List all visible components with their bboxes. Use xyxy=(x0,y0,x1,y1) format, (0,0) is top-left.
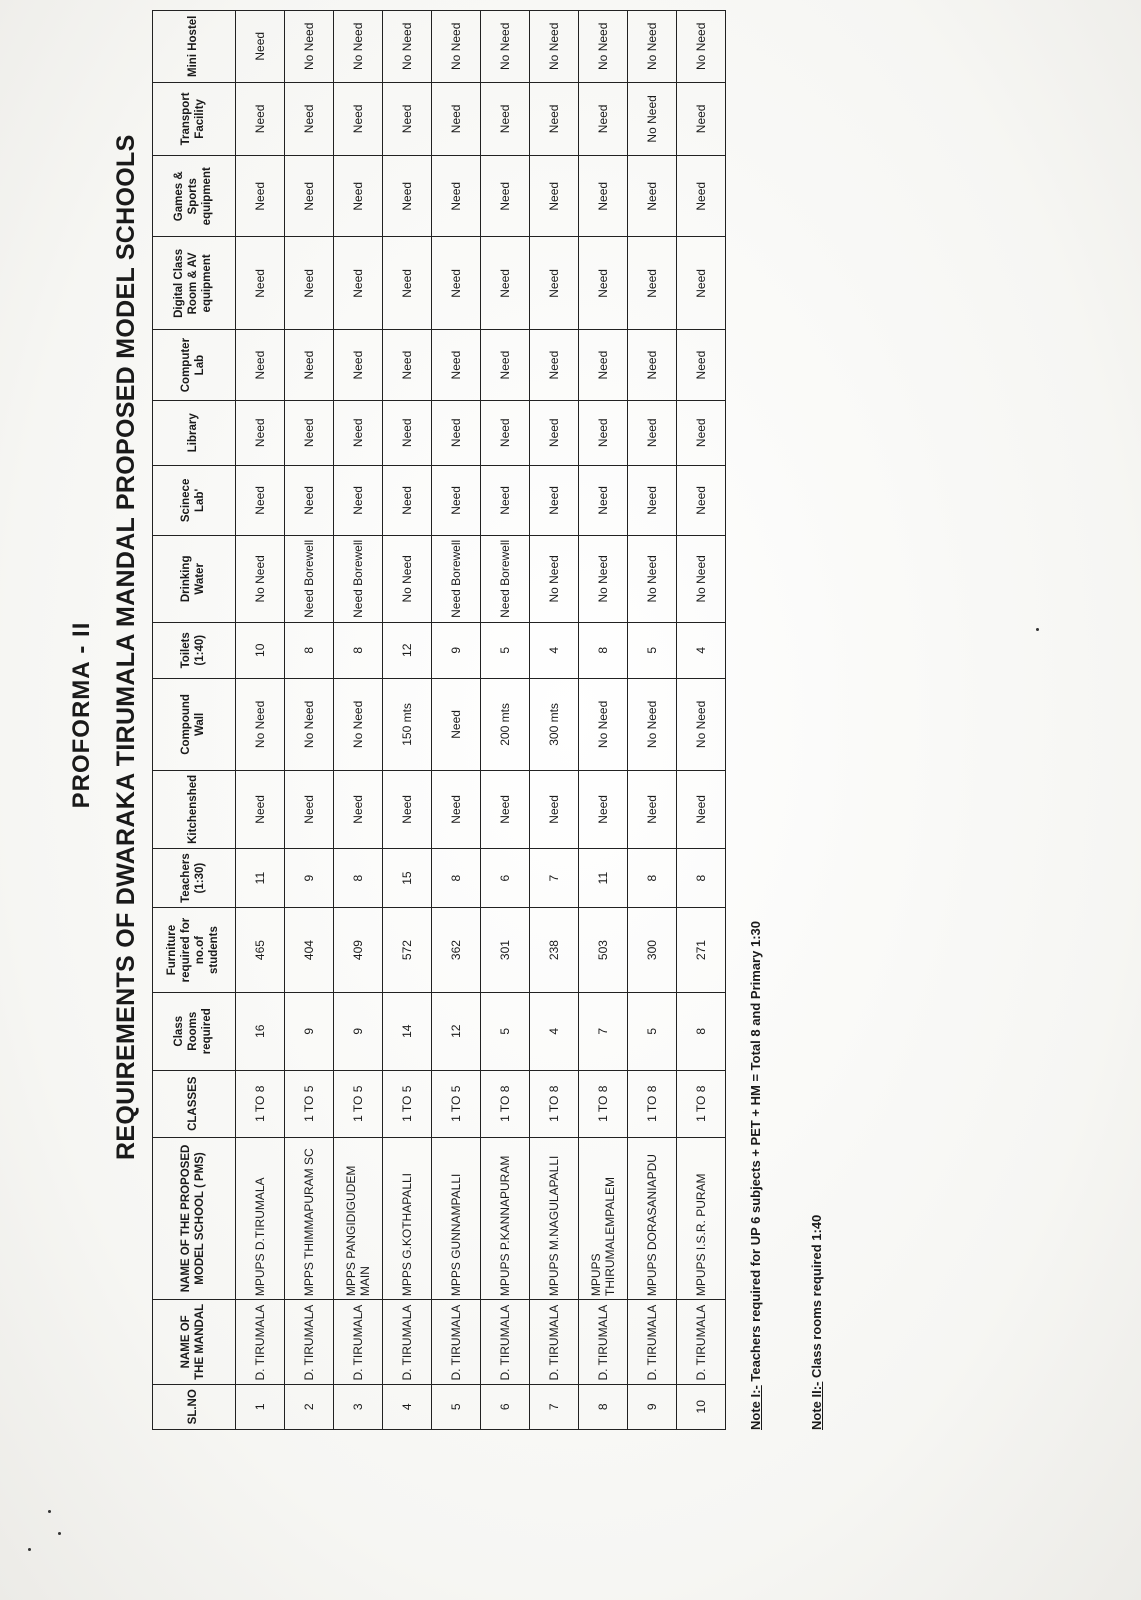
table-cell: Need xyxy=(628,237,677,330)
table-cell: 5 xyxy=(481,622,530,678)
table-cell: 9 xyxy=(334,992,383,1070)
table-cell: No Need xyxy=(383,536,432,623)
table-cell: D. TIRUMALA xyxy=(383,1300,432,1384)
table-cell: 572 xyxy=(383,908,432,992)
col-header: SL.NO xyxy=(153,1384,236,1429)
table-cell: 503 xyxy=(579,908,628,992)
table-cell: 5 xyxy=(432,1384,481,1429)
table-cell: Need xyxy=(530,465,579,535)
col-header: Toilets (1:40) xyxy=(153,622,236,678)
table-cell: Need xyxy=(285,237,334,330)
table-cell: Need xyxy=(383,400,432,465)
scan-speck xyxy=(1036,628,1039,631)
table-cell: 2 xyxy=(285,1384,334,1429)
table-cell: D. TIRUMALA xyxy=(628,1300,677,1384)
table-cell: Need xyxy=(432,465,481,535)
scan-speck xyxy=(58,1532,61,1535)
table-cell: 1 TO 8 xyxy=(530,1070,579,1137)
table-cell: Need Borewell xyxy=(334,536,383,623)
table-header-row xyxy=(153,11,236,1430)
col-header: Mini Hostel xyxy=(153,11,236,83)
table-body xyxy=(236,11,726,1430)
col-header: Kitchenshed xyxy=(153,770,236,848)
table-cell: Need xyxy=(285,330,334,400)
table-cell: MPPS G.KOTHAPALLI xyxy=(383,1137,432,1299)
table-cell: No Need xyxy=(628,11,677,83)
table-cell: 6 xyxy=(481,1384,530,1429)
table-cell: Need xyxy=(383,156,432,237)
table-cell: Need xyxy=(285,400,334,465)
table-cell: No Need xyxy=(432,11,481,83)
table-cell: Need xyxy=(481,770,530,848)
table-cell: Need xyxy=(579,156,628,237)
table-cell: Need xyxy=(383,330,432,400)
table-cell: Need xyxy=(677,82,726,156)
table-cell: MPUPS DORASANIAPDU xyxy=(628,1137,677,1299)
col-header: Scinece Lab' xyxy=(153,465,236,535)
table-cell: Need xyxy=(481,400,530,465)
table-cell: 8 xyxy=(579,1384,628,1429)
notes-section xyxy=(748,530,870,1430)
table-cell: MPUPS I.S.R. PURAM xyxy=(677,1137,726,1299)
table-cell: No Need xyxy=(383,11,432,83)
table-cell: Need xyxy=(530,330,579,400)
table-cell: D. TIRUMALA xyxy=(481,1300,530,1384)
table-cell: Need Borewell xyxy=(481,536,530,623)
table-cell: Need Borewell xyxy=(285,536,334,623)
table-cell: Need xyxy=(432,678,481,770)
table-cell: 8 xyxy=(677,848,726,908)
col-header: Furniture required for no.of students xyxy=(153,908,236,992)
table-cell: Need xyxy=(530,237,579,330)
table-cell: Need xyxy=(383,465,432,535)
table-cell: 10 xyxy=(677,1384,726,1429)
table-cell: D. TIRUMALA xyxy=(236,1300,285,1384)
table-cell: Need xyxy=(334,156,383,237)
table-cell: 1 TO 5 xyxy=(383,1070,432,1137)
table-cell: 5 xyxy=(628,622,677,678)
table-cell: Need xyxy=(285,156,334,237)
table-cell: 1 TO 8 xyxy=(481,1070,530,1137)
table-cell: Need xyxy=(236,82,285,156)
table-cell: 14 xyxy=(383,992,432,1070)
table-row xyxy=(236,11,285,1430)
table-cell: 9 xyxy=(285,848,334,908)
table-cell: Need Borewell xyxy=(432,536,481,623)
col-header: Computer Lab xyxy=(153,330,236,400)
table-cell: No Need xyxy=(285,678,334,770)
table-cell: 300 mts xyxy=(530,678,579,770)
table-cell: No Need xyxy=(579,536,628,623)
table-cell: Need xyxy=(530,156,579,237)
table-cell: No Need xyxy=(481,11,530,83)
table-cell: 9 xyxy=(285,992,334,1070)
table-cell: 150 mts xyxy=(383,678,432,770)
table-cell: Need xyxy=(579,330,628,400)
table-cell: 1 TO 8 xyxy=(628,1070,677,1137)
table-cell: Need xyxy=(432,330,481,400)
table-cell: Need xyxy=(334,82,383,156)
table-cell: 8 xyxy=(628,848,677,908)
table-cell: Need xyxy=(432,156,481,237)
table-cell: 1 TO 5 xyxy=(334,1070,383,1137)
table-cell: D. TIRUMALA xyxy=(334,1300,383,1384)
table-cell: No Need xyxy=(677,11,726,83)
table-cell: 12 xyxy=(383,622,432,678)
table-cell: 362 xyxy=(432,908,481,992)
table-cell: MPPS PANGIDIGUDEM MAIN xyxy=(334,1137,383,1299)
table-cell: No Need xyxy=(334,678,383,770)
table-cell: Need xyxy=(236,770,285,848)
table-cell: 409 xyxy=(334,908,383,992)
table-row xyxy=(481,11,530,1430)
table-cell: Need xyxy=(677,330,726,400)
table-cell: 12 xyxy=(432,992,481,1070)
table-cell: Need xyxy=(481,330,530,400)
table-cell: Need xyxy=(285,465,334,535)
table-row xyxy=(628,11,677,1430)
proforma-title: PROFORMA - II xyxy=(68,621,95,809)
col-header: Class Rooms required xyxy=(153,992,236,1070)
table-cell: 4 xyxy=(530,992,579,1070)
table-cell: Need xyxy=(236,400,285,465)
table-cell: 7 xyxy=(530,1384,579,1429)
table-cell: No Need xyxy=(579,678,628,770)
table-cell: Need xyxy=(236,237,285,330)
table-cell: 8 xyxy=(677,992,726,1070)
table-cell: 5 xyxy=(481,992,530,1070)
table-cell: MPPS THIMMAPURAM SC xyxy=(285,1137,334,1299)
col-header: Compound Wall xyxy=(153,678,236,770)
table-cell: 9 xyxy=(432,622,481,678)
col-header: Games & Sports equipment xyxy=(153,156,236,237)
table-cell: 4 xyxy=(677,622,726,678)
table-cell: 8 xyxy=(579,622,628,678)
table-cell: MPUPS P.KANNAPURAM xyxy=(481,1137,530,1299)
table-cell: 1 TO 8 xyxy=(236,1070,285,1137)
document-heading: REQUIREMENTS OF DWARAKA TIRUMALA MANDAL PROPOSED MODEL SCHOOLS xyxy=(112,134,140,1160)
note-2 xyxy=(809,530,824,1430)
table-cell: 8 xyxy=(334,622,383,678)
table-cell: 10 xyxy=(236,622,285,678)
table-row xyxy=(579,11,628,1430)
table-cell: Need xyxy=(677,237,726,330)
table-cell: D. TIRUMALA xyxy=(677,1300,726,1384)
table-cell: No Need xyxy=(628,82,677,156)
table-cell: D. TIRUMALA xyxy=(285,1300,334,1384)
col-header: Drinking Water xyxy=(153,536,236,623)
table-cell: Need xyxy=(677,465,726,535)
table-cell: 16 xyxy=(236,992,285,1070)
table-row xyxy=(530,11,579,1430)
table-cell: Need xyxy=(383,237,432,330)
table-cell: No Need xyxy=(285,11,334,83)
table-cell: Need xyxy=(481,465,530,535)
table-cell: No Need xyxy=(579,11,628,83)
table-cell: Need xyxy=(481,156,530,237)
table-cell: Need xyxy=(334,770,383,848)
table-cell: Need xyxy=(432,770,481,848)
table-cell: No Need xyxy=(530,536,579,623)
table-row xyxy=(432,11,481,1430)
table-cell: 465 xyxy=(236,908,285,992)
table-cell: Need xyxy=(530,400,579,465)
table-row xyxy=(677,11,726,1430)
table-cell: D. TIRUMALA xyxy=(432,1300,481,1384)
note-1-label: Note I:- xyxy=(748,1385,763,1430)
table-cell: Need xyxy=(334,330,383,400)
table-cell: Need xyxy=(628,770,677,848)
table-cell: 300 xyxy=(628,908,677,992)
table-cell: No Need xyxy=(677,536,726,623)
table-cell: Need xyxy=(481,237,530,330)
table-cell: Need xyxy=(481,82,530,156)
col-header: Teachers (1:30) xyxy=(153,848,236,908)
table-cell: 1 TO 8 xyxy=(579,1070,628,1137)
table-cell: Need xyxy=(579,237,628,330)
col-header: NAME OF THE MANDAL xyxy=(153,1300,236,1384)
table-cell: D. TIRUMALA xyxy=(530,1300,579,1384)
table-row xyxy=(383,11,432,1430)
table-cell: MPUPS M.NAGULAPALLI xyxy=(530,1137,579,1299)
table-cell: 15 xyxy=(383,848,432,908)
table-cell: 271 xyxy=(677,908,726,992)
table-cell: 11 xyxy=(579,848,628,908)
table-cell: 5 xyxy=(628,992,677,1070)
table-cell: No Need xyxy=(677,678,726,770)
table-cell: 4 xyxy=(383,1384,432,1429)
table-cell: Need xyxy=(579,770,628,848)
table-cell: Need xyxy=(530,82,579,156)
table-cell: 1 TO 5 xyxy=(285,1070,334,1137)
table-cell: 9 xyxy=(628,1384,677,1429)
col-header: Library xyxy=(153,400,236,465)
col-header: CLASSES xyxy=(153,1070,236,1137)
table-cell: MPUPS THIRUMALEMPALEM xyxy=(579,1137,628,1299)
table-cell: Need xyxy=(432,82,481,156)
table-cell: No Need xyxy=(334,11,383,83)
table-cell: 1 xyxy=(236,1384,285,1429)
scan-speck xyxy=(28,1548,31,1551)
table-cell: 6 xyxy=(481,848,530,908)
table-cell: Need xyxy=(285,82,334,156)
requirements-table xyxy=(152,10,726,1430)
table-cell: Need xyxy=(677,770,726,848)
table-cell: 11 xyxy=(236,848,285,908)
note-2-text: Class rooms required 1:40 xyxy=(809,1214,824,1382)
table-cell: 238 xyxy=(530,908,579,992)
table-cell: Need xyxy=(677,156,726,237)
table-cell: 8 xyxy=(285,622,334,678)
table-row xyxy=(285,11,334,1430)
table-cell: Need xyxy=(334,465,383,535)
table-cell: No Need xyxy=(236,678,285,770)
table-cell: 7 xyxy=(530,848,579,908)
table-cell: MPUPS D.TIRUMALA xyxy=(236,1137,285,1299)
table-cell: No Need xyxy=(236,536,285,623)
table-cell: 8 xyxy=(334,848,383,908)
table-cell: 301 xyxy=(481,908,530,992)
col-header: NAME OF THE PROPOSED MODEL SCHOOL ( PMS) xyxy=(153,1137,236,1299)
note-1 xyxy=(748,530,763,1430)
table-cell: Need xyxy=(236,11,285,83)
col-header: Transport Facility xyxy=(153,82,236,156)
table-cell: Need xyxy=(628,465,677,535)
table-cell: Need xyxy=(285,770,334,848)
table-cell: MPPS GUNNAMPALLI xyxy=(432,1137,481,1299)
table-cell: Need xyxy=(579,400,628,465)
table-cell: Need xyxy=(677,400,726,465)
table-cell: 4 xyxy=(530,622,579,678)
table-cell: Need xyxy=(579,465,628,535)
table-cell: Need xyxy=(383,770,432,848)
table-cell: Need xyxy=(432,237,481,330)
table-cell: Need xyxy=(383,82,432,156)
table-cell: No Need xyxy=(530,11,579,83)
table-cell: Need xyxy=(628,400,677,465)
table-cell: 1 TO 5 xyxy=(432,1070,481,1137)
col-header: Digital Class Room & AV equipment xyxy=(153,237,236,330)
table-cell: Need xyxy=(530,770,579,848)
scan-speck xyxy=(48,1510,51,1513)
table-cell: 404 xyxy=(285,908,334,992)
table-cell: Need xyxy=(236,330,285,400)
table-cell: 1 TO 8 xyxy=(677,1070,726,1137)
table-cell: 200 mts xyxy=(481,678,530,770)
table-cell: 7 xyxy=(579,992,628,1070)
table-cell: 3 xyxy=(334,1384,383,1429)
table-cell: Need xyxy=(628,330,677,400)
table-cell: Need xyxy=(236,156,285,237)
table-cell: Need xyxy=(236,465,285,535)
table-cell: Need xyxy=(334,400,383,465)
table-cell: Need xyxy=(579,82,628,156)
note-2-label: Note II:- xyxy=(809,1381,824,1430)
table-cell: Need xyxy=(334,237,383,330)
table-row xyxy=(334,11,383,1430)
table-cell: No Need xyxy=(628,536,677,623)
note-1-text: Teachers required for UP 6 subjects + PET + HM = Total 8 and Primary 1:30 xyxy=(748,921,763,1386)
table-cell: D. TIRUMALA xyxy=(579,1300,628,1384)
table-cell: Need xyxy=(628,156,677,237)
table-cell: Need xyxy=(432,400,481,465)
table-cell: No Need xyxy=(628,678,677,770)
table-cell: 8 xyxy=(432,848,481,908)
